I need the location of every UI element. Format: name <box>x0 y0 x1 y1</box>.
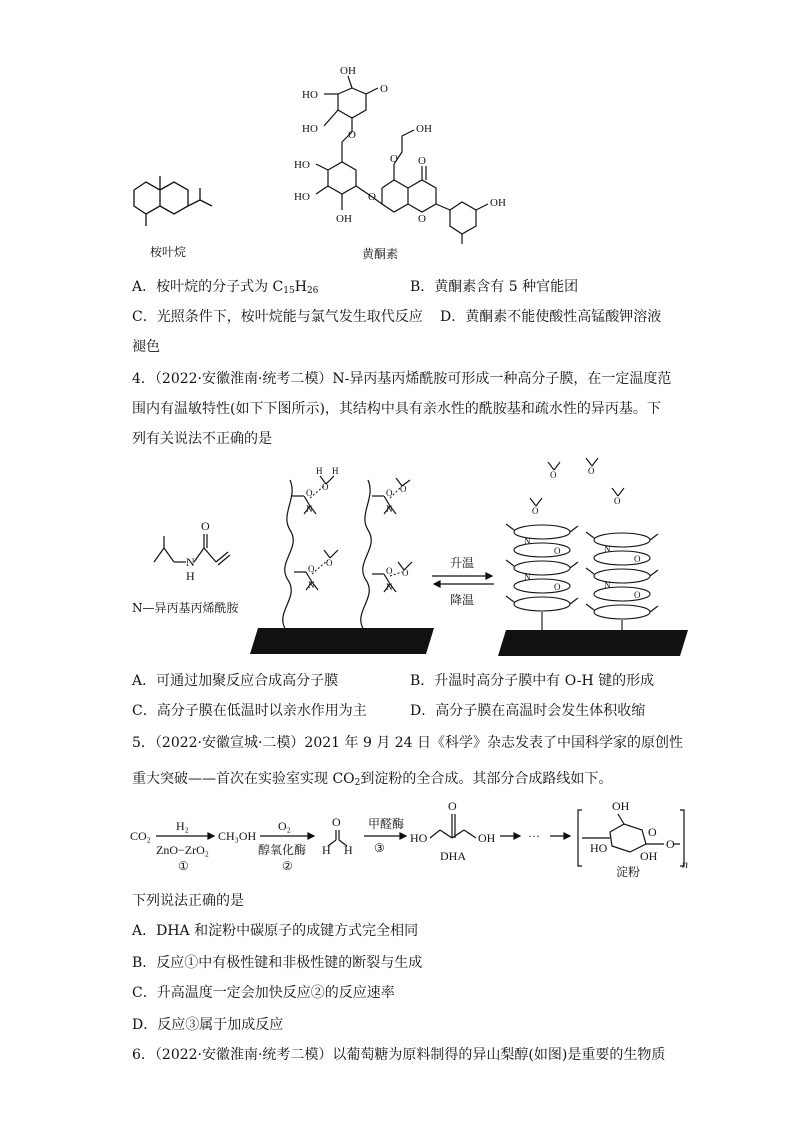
monomer-label: N—异丙基丙烯酰胺 <box>132 601 239 615</box>
oh-label-3: OH <box>416 123 432 135</box>
route-step-1: ① <box>178 859 189 873</box>
substrate-right <box>498 630 688 656</box>
route-o2: O₂ <box>278 819 291 833</box>
o-label-5: O <box>418 155 426 167</box>
low-n-4: N <box>386 582 393 592</box>
high-o-4: O <box>634 590 641 600</box>
route-starch-label: 淀粉 <box>616 865 641 879</box>
route-dha-label: DHA <box>440 849 466 863</box>
o-label-6: O <box>418 213 426 225</box>
flavone-glycoside-structure <box>290 60 540 245</box>
cool-label: 降温 <box>450 593 475 607</box>
q3-option-d-line2: 褪色 <box>132 339 160 355</box>
route-ch3oh: CH₃OH <box>218 829 257 843</box>
o-label-4: O <box>390 153 398 165</box>
route-formaldehyde-h1: H <box>322 843 331 857</box>
ho-label-4: HO <box>294 191 310 203</box>
q5-question: 下列说法正确的是 <box>132 893 244 909</box>
q4-option-c: C．高分子膜在低温时以亲水作用为主 <box>132 703 367 719</box>
route-catalyst-1: ZnO−ZrO₂ <box>156 843 209 857</box>
low-wh-1: H <box>316 466 323 476</box>
o-atom-label: O <box>201 519 210 533</box>
equilibrium-arrows <box>428 570 498 590</box>
route-step-2: ② <box>282 859 293 873</box>
q5-option-c: C．升高温度一定会加快反应②的反应速率 <box>132 985 395 1001</box>
route-enzyme-3: 甲醛酶 <box>368 817 405 831</box>
q4-option-d: D．高分子膜在高温时会发生体积收缩 <box>410 703 646 719</box>
q5-option-d: D．反应③属于加成反应 <box>132 1017 284 1033</box>
route-starch-o-link: O <box>666 837 675 851</box>
starch-synthesis-route <box>128 796 694 886</box>
q3-option-b: B．黄酮素含有 5 种官能团 <box>410 279 579 295</box>
ho-label-1: HO <box>302 89 318 101</box>
route-ellipsis: ··· <box>528 829 540 843</box>
q4-option-a: A．可通过加聚反应合成高分子膜 <box>132 673 339 689</box>
low-wo-1: O <box>322 482 329 492</box>
oh-label-4: OH <box>490 197 506 209</box>
q6-stem-line1: 6．（2022·安徽淮南·统考二模）以葡萄糖为原料制得的异山梨醇(如图)是重要的生物质 <box>132 1047 666 1063</box>
route-step-3: ③ <box>374 841 385 855</box>
route-enzyme-2: 醇氧化酶 <box>258 843 307 857</box>
route-dha-o: O <box>448 799 457 813</box>
low-o-1: O <box>306 488 313 498</box>
route-formaldehyde-h2: H <box>344 843 353 857</box>
high-wo-3: O <box>532 506 539 516</box>
q3-option-c: C．光照条件下，桉叶烷能与氯气发生取代反应 <box>132 309 423 325</box>
q5-option-b: B．反应①中有极性键和非极性键的断裂与生成 <box>132 955 423 971</box>
high-n-4: N <box>604 580 611 590</box>
high-wo-2: O <box>588 466 595 476</box>
route-starch-oh2: OH <box>640 849 658 863</box>
route-starch-n: n <box>682 857 688 871</box>
high-wo-4: O <box>614 496 621 506</box>
route-h2: H₂ <box>176 819 189 833</box>
eucalyptane-structure <box>120 160 240 240</box>
q5-stem-line1: 5．（2022·安徽宣城·二模）2021 年 9 月 24 日《科学》杂志发表了中国科学家的原创性 <box>132 735 684 751</box>
oh-label-1: OH <box>340 65 356 77</box>
q5-option-a: A．DHA 和淀粉中碳原子的成键方式完全相同 <box>132 923 419 939</box>
low-wo-3: O <box>400 484 407 494</box>
flavone-label: 黄酮素 <box>362 247 399 261</box>
route-starch-o-ring: O <box>648 825 657 839</box>
low-n-2: N <box>308 580 315 590</box>
route-dha-ho: HO <box>410 831 428 845</box>
route-starch-oh1: OH <box>612 799 630 813</box>
low-o-4: O <box>386 566 393 576</box>
low-wo-2: O <box>326 558 333 568</box>
route-starch-ho: HO <box>590 841 608 855</box>
route-formaldehyde-o: O <box>332 815 341 829</box>
eucalyptane-label: 桉叶烷 <box>150 245 187 259</box>
high-o-1: O <box>554 546 561 556</box>
o-label-3: O <box>368 191 376 203</box>
high-o-2: O <box>554 582 561 592</box>
oh-label-2: OH <box>336 213 352 225</box>
low-n-3: N <box>386 504 393 514</box>
q5-stem-line2: 重大突破——首次在实验室实现 $CO_2$到淀粉的全合成。其部分合成路线如下。 <box>132 771 613 788</box>
o-label-1: O <box>380 83 388 95</box>
low-wo-4: O <box>402 568 409 578</box>
low-wh-2: H <box>332 466 339 476</box>
o-label-2: O <box>348 129 356 141</box>
substrate-left <box>250 628 434 654</box>
high-wo-1: O <box>550 470 557 480</box>
low-o-2: O <box>308 564 315 574</box>
n-atom-label: N <box>186 555 195 569</box>
h-atom-label: H <box>186 569 195 583</box>
high-n-3: N <box>604 544 611 554</box>
low-n-1: N <box>306 504 313 514</box>
nipam-monomer-structure <box>148 518 248 588</box>
q3-option-a: A．桉叶烷的分子式为 $C_{15}H_{26}$ <box>132 279 319 296</box>
q4-stem-line2: 围内有温敏特性(如下下图所示)，其结构中具有亲水性的酰胺基和疏水性的异丙基。下 <box>132 401 661 417</box>
low-o-3: O <box>386 488 393 498</box>
membrane-low-temp-diagram <box>240 462 440 662</box>
high-n-2: N <box>524 572 531 582</box>
q3-option-d-line1: D．黄酮素不能使酸性高锰酸钾溶液 <box>440 309 662 325</box>
high-n-1: N <box>524 536 531 546</box>
high-o-3: O <box>634 554 641 564</box>
q4-stem-line3: 列有关说法不正确的是 <box>132 431 272 447</box>
route-dha-oh: OH <box>478 831 496 845</box>
q4-option-b: B．升温时高分子膜中有 O-H 键的形成 <box>410 673 655 689</box>
ho-label-2: HO <box>302 123 318 135</box>
ho-label-3: HO <box>294 159 310 171</box>
membrane-high-temp-diagram <box>494 452 694 662</box>
heat-label: 升温 <box>450 556 475 570</box>
q4-stem-line1: 4．（2022·安徽淮南·统考二模）N-异丙基丙烯酰胺可形成一种高分子膜，在一定温度范 <box>132 371 672 387</box>
route-co2: CO₂ <box>130 829 151 843</box>
